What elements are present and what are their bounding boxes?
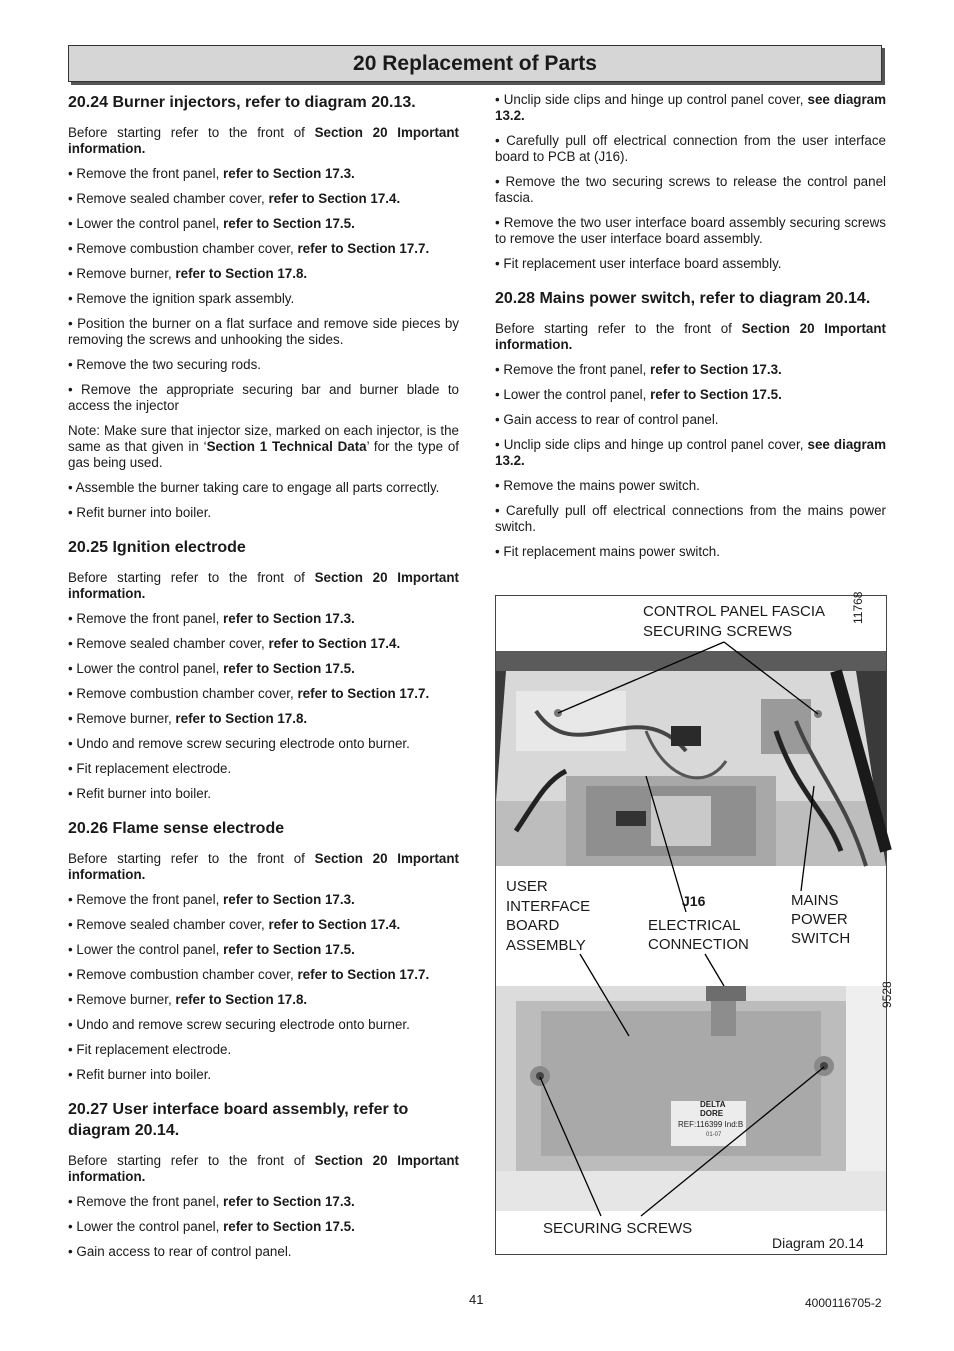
instruction-paragraph [495,503,886,535]
text-run: Before starting refer to the front of [68,851,315,866]
text-run: Note: Make sure that injector size, marked on each injector, is the same as that given in ‘ [68,423,459,454]
instruction-paragraph [68,851,459,883]
text-run: • Lower the control panel, [68,1219,224,1234]
page-number: 41 [469,1292,484,1307]
electrical-connection-label-line2: CONNECTION [648,936,749,953]
instruction-paragraph [495,387,886,403]
bold-reference: refer to Section 17.7. [297,241,430,256]
section-heading: 20.28 Mains power switch, refer to diagram 20.14. [495,290,871,307]
text-run: • Undo and remove screw securing electrode onto burner. [68,736,410,751]
text-run: • Remove the two securing rods. [68,357,261,372]
instruction-paragraph [68,1042,459,1058]
instruction-paragraph [68,917,459,933]
ui-board-label-line2: INTERFACE [506,898,591,915]
text-run: • Lower the control panel, [495,387,651,402]
bold-reference: refer to Section 17.7. [297,967,430,982]
text-run: • Remove the front panel, [68,892,224,907]
bold-reference: Section 20 Important information. [68,1153,459,1184]
instruction-paragraph [495,256,886,272]
instruction-paragraph [495,215,886,247]
fascia-label-line2: SECURING SCREWS [643,623,793,640]
text-run: • Refit burner into boiler. [68,505,212,520]
document-number: 4000116705-2 [805,1296,882,1310]
section-block [495,288,886,560]
ui-board-label-line3: BOARD [506,917,560,934]
text-run: • Lower the control panel, [68,942,224,957]
instruction-paragraph [495,92,886,124]
instruction-paragraph [495,544,886,560]
text-run: • Unclip side clips and hinge up control panel cover, [495,437,808,452]
text-run: • Assemble the burner taking care to engage all parts correctly. [68,480,440,495]
bold-reference: refer to Section 17.5. [223,1219,355,1234]
instruction-paragraph [495,133,886,165]
bold-reference: refer to Section 17.3. [223,892,355,907]
instruction-paragraph [68,892,459,908]
instruction-paragraph [68,711,459,727]
text-run: • Remove the front panel, [495,362,651,377]
bold-reference: refer to Section 17.5. [223,661,355,676]
text-run: • Remove the appropriate securing bar and burner blade to access the injector [68,382,459,413]
section-block [68,818,459,1083]
text-run: • Remove combustion chamber cover, [68,241,298,256]
text-run: • Refit burner into boiler. [68,1067,212,1082]
instruction-paragraph [68,316,459,348]
text-run: • Remove burner, [68,992,176,1007]
text-run: • Remove combustion chamber cover, [68,686,298,701]
instruction-paragraph [495,478,886,494]
section-heading: 20.25 Ignition electrode [68,539,246,556]
text-run: ’ for the type of gas being used. [68,439,459,470]
instruction-paragraph [495,437,886,469]
instruction-paragraph [68,1219,459,1235]
text-run: • Remove sealed chamber cover, [68,191,269,206]
bold-reference: refer to Section 17.3. [223,1194,355,1209]
text-run: • Fit replacement electrode. [68,761,232,776]
text-run: • Lower the control panel, [68,661,224,676]
text-run: • Carefully pull off electrical connections from the mains power switch. [495,503,886,534]
text-run: • Remove sealed chamber cover, [68,636,269,651]
bold-reference: Section 20 Important information. [495,321,886,352]
instruction-paragraph [495,362,886,378]
text-run: Before starting refer to the front of [68,125,315,140]
bold-reference: refer to Section 17.3. [223,166,355,181]
section-block [68,1099,459,1260]
bold-reference: refer to Section 17.8. [175,992,308,1007]
bold-reference: see diagram 13.2. [495,92,887,123]
instruction-paragraph [68,611,459,627]
text-run: • Fit replacement mains power switch. [495,544,720,559]
instruction-paragraph [495,412,886,428]
text-run: • Unclip side clips and hinge up control panel cover, [495,92,808,107]
text-run: • Lower the control panel, [68,216,224,231]
instruction-paragraph [68,1244,459,1260]
text-run: • Remove burner, [68,266,176,281]
bold-reference: Section 20 Important information. [68,570,459,601]
instruction-paragraph [68,291,459,307]
bold-reference: refer to Section 17.7. [297,686,430,701]
text-run: • Remove the front panel, [68,1194,224,1209]
bold-reference: refer to Section 17.5. [223,942,355,957]
board-ref-text: REF:116399 Ind:B [678,1120,744,1129]
text-run: • Fit replacement user interface board assembly. [495,256,782,271]
page-title: 20 Replacement of Parts [353,52,597,75]
text-run: • Carefully pull off electrical connection from the user interface board to PCB at (J16). [495,133,886,164]
instruction-paragraph [68,1153,459,1185]
instruction-paragraph [68,216,459,232]
text-run: Before starting refer to the front of [495,321,742,336]
instruction-paragraph [68,761,459,777]
instruction-paragraph [68,241,459,257]
instruction-paragraph [68,570,459,602]
diagram-20-14 [495,591,894,1255]
bold-reference: Section 20 Important information. [68,851,459,882]
mains-switch-label-line1: MAINS [791,892,839,909]
text-run: • Remove sealed chamber cover, [68,917,269,932]
bold-reference: see diagram 13.2. [495,437,887,468]
section-heading: 20.24 Burner injectors, refer to diagram 20.13. [68,94,416,111]
instruction-paragraph [68,266,459,282]
bold-reference: refer to Section 17.4. [268,191,401,206]
right-column [495,92,886,576]
figure-code-top: 11768 [851,591,865,624]
text-run: • Gain access to rear of control panel. [495,412,719,427]
bold-reference: refer to Section 17.8. [175,711,308,726]
board-date-text: 01-07 [706,1132,722,1138]
instruction-paragraph [68,125,459,157]
instruction-paragraph [68,942,459,958]
instruction-paragraph [68,1194,459,1210]
figure-code-bottom: 9528 [880,981,894,1008]
text-run: • Remove combustion chamber cover, [68,967,298,982]
section-heading: 20.26 Flame sense electrode [68,820,285,837]
text-run: • Refit burner into boiler. [68,786,212,801]
section-heading: 20.27 User interface board assembly, refer to diagram 20.14. [68,1101,409,1139]
instruction-paragraph [495,321,886,353]
text-run: • Remove the two user interface board assembly securing screws to remove the user interface board assembly. [495,215,886,246]
section-title-bar [68,45,882,82]
instruction-paragraph [68,357,459,373]
instruction-paragraph [68,786,459,802]
section-block [68,537,459,802]
board-brand-line1: DELTA [700,1100,726,1109]
securing-screws-label: SECURING SCREWS [543,1220,693,1237]
section-block [68,92,459,521]
instruction-paragraph [68,191,459,207]
instruction-paragraph [68,382,459,414]
bold-reference: refer to Section 17.8. [175,266,308,281]
instruction-paragraph [68,1017,459,1033]
text-run: • Remove burner, [68,711,176,726]
mains-switch-label-line3: SWITCH [791,930,851,947]
instruction-paragraph [68,661,459,677]
j16-label: J16 [682,893,706,909]
text-run: • Position the burner on a flat surface and remove side pieces by removing the screws and unhooking the sides. [68,316,459,347]
instruction-paragraph [68,967,459,983]
instruction-paragraph [68,423,459,471]
instruction-paragraph [68,1067,459,1083]
bold-reference: Section 20 Important information. [68,125,459,156]
mains-switch-label-line2: POWER [791,911,848,928]
bold-reference: refer to Section 17.4. [268,917,401,932]
diagram-caption: Diagram 20.14 [772,1235,864,1251]
instruction-paragraph [68,166,459,182]
text-run: • Fit replacement electrode. [68,1042,232,1057]
instruction-paragraph [495,174,886,206]
left-column [68,92,459,1276]
ui-board-label-line1: USER [506,878,548,895]
board-brand-line2: DORE [700,1109,724,1118]
instruction-paragraph [68,480,459,496]
bold-reference: refer to Section 17.3. [650,362,782,377]
fascia-label-line1: CONTROL PANEL FASCIA [643,603,825,620]
bold-reference: refer to Section 17.5. [650,387,782,402]
text-run: Before starting refer to the front of [68,1153,315,1168]
text-run: • Remove the mains power switch. [495,478,700,493]
text-run: • Remove the two securing screws to release the control panel fascia. [495,174,886,205]
bold-reference: refer to Section 17.5. [223,216,355,231]
section-block [495,92,886,272]
instruction-paragraph [68,992,459,1008]
instruction-paragraph [68,636,459,652]
text-run: • Remove the ignition spark assembly. [68,291,295,306]
instruction-paragraph [68,686,459,702]
instruction-paragraph [68,505,459,521]
instruction-paragraph [68,736,459,752]
control-panel-photo [496,651,886,866]
text-run: • Gain access to rear of control panel. [68,1244,292,1259]
text-run: • Remove the front panel, [68,166,224,181]
electrical-connection-label-line1: ELECTRICAL [648,917,741,934]
ui-board-label-line4: ASSEMBLY [506,937,586,954]
text-run: • Remove the front panel, [68,611,224,626]
bold-reference: refer to Section 17.4. [268,636,401,651]
bold-reference: Section 1 Technical Data [206,439,367,454]
text-run: Before starting refer to the front of [68,570,315,585]
bold-reference: refer to Section 17.3. [223,611,355,626]
text-run: • Undo and remove screw securing electrode onto burner. [68,1017,410,1032]
user-interface-board-photo [496,986,886,1211]
